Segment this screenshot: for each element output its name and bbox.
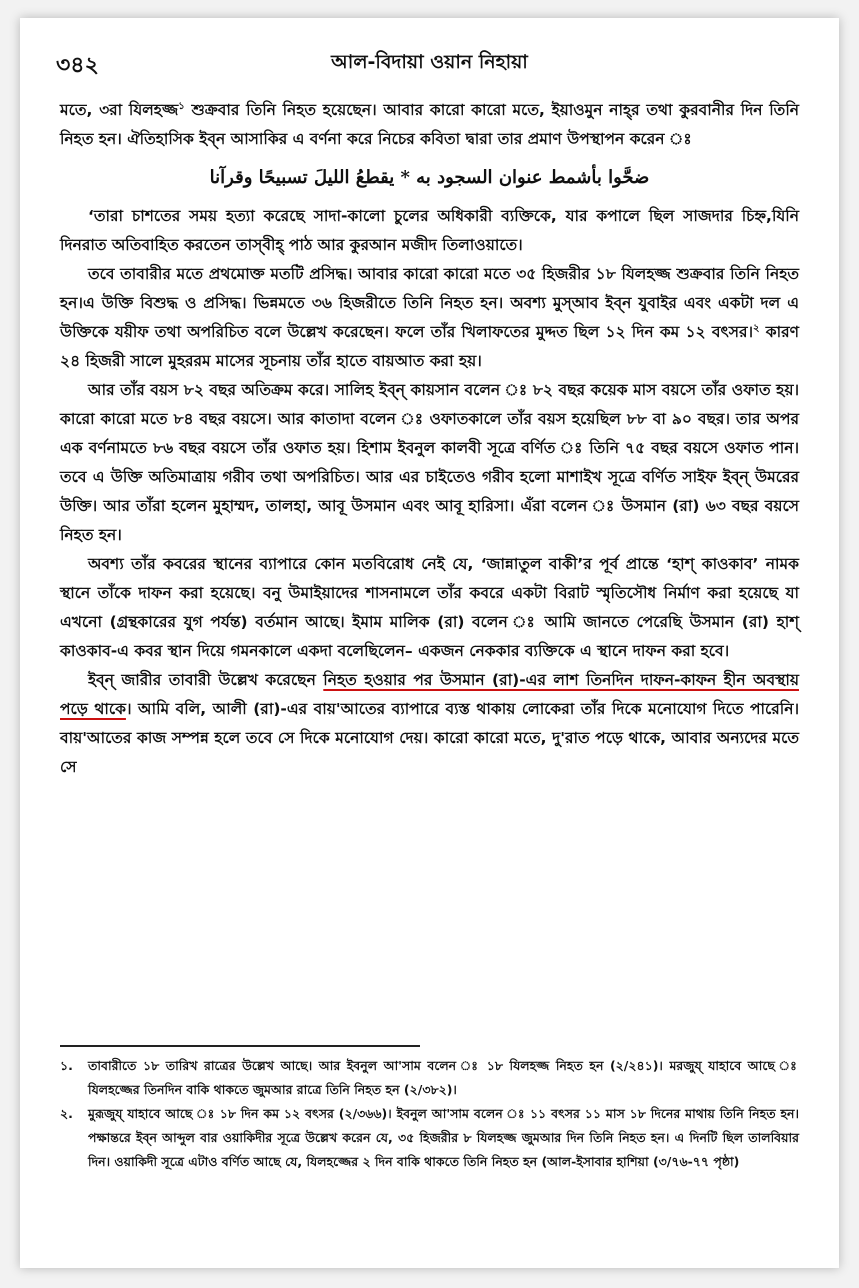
main-text: [60, 96, 799, 782]
paragraph-6: [60, 666, 799, 782]
footnote-1: [60, 1054, 799, 1102]
red-underlined-passage: নিহত হওয়ার পর উসমান (রা)-এর লাশ তিনদিন দাফন-কাফন হীন অবস্থায় পড়ে থাকে: [60, 671, 799, 718]
footnote-1-text: তাবারীতে ১৮ তারিখ রাত্রের উল্লেখ আছে। আর ইবনুল আ'সাম বলেন ঃ ১৮ যিলহজ্জ নিহত হন (২/২৪১)। মরজুয্‌ যাহাবে আছে ঃ যিলহজ্জের তিনদিন বাকি থাকতে জুমআর রাত্রে তিনি নিহত হন (২/৩৮২)।: [88, 1058, 799, 1097]
paragraph-6-text-b: । আমি বলি, আলী (রা)-এর বায়'আতের ব্যাপারে ব্যস্ত থাকায় লোকেরা তাঁর দিকে মনোযোগ দিতে পারেনি। বায়'আতের কাজ সম্পন্ন হলে তবে সে দিকে মনোযোগ দেয়। কারো কারো মতে, দু'রাত পড়ে থাকে, আবার অন্যদের মতে সে: [60, 700, 799, 776]
footnote-1-number: ১.: [60, 1058, 73, 1073]
running-head: আল-বিদায়া ওয়ান নিহায়া: [331, 51, 528, 73]
paragraph-3: [60, 260, 799, 376]
paragraph-3-text-a: তবে তাবারীর মতে প্রথমোক্ত মতটি প্রসিদ্ধ। আবার কারো কারো মতে ৩৫ হিজরীর ১৮ যিলহজ্জ শুক্রবার তিনি নিহত হন।এ উক্তি বিশুদ্ধ ও প্রসিদ্ধ। ভিন্নমতে ৩৬ হিজরীতে তিনি নিহত হন। অবশ্য মুস্‌আব ইব্‌ন যুবাইর এবং একটা দল এ উক্তিকে যয়ীফ তথা অপরিচিত বলে উল্লেখ করেছেন। ফলে তাঁর খিলাফতের মুদ্দত ছিল ১২ দিন কম ১২ বৎসর।: [60, 265, 799, 341]
footnote-2-number: ২.: [60, 1106, 73, 1121]
arabic-verse: ضحَّوا بأشمط عنوان السجود به * يقطعُ الليلَ تسبيحًا وقرآنا: [209, 167, 650, 188]
paragraph-6-text-a: ইব্‌ন্ জারীর তাবারী উল্লেখ করেছেন: [88, 671, 324, 689]
paragraph-1: [60, 96, 799, 154]
footnote-marker-2: ২: [753, 322, 760, 334]
paragraph-3-text-b: কারণ ২৪ হিজরী সালে মুহররম মাসের সূচনায় তাঁর হাতে বায়আত করা হয়।: [60, 323, 799, 370]
footnote-2: [60, 1102, 799, 1174]
page-number: ৩৪২: [56, 53, 99, 78]
paragraph-5: অবশ্য তাঁর কবরের স্থানের ব্যাপারে কোন মতবিরোধ নেই যে, ‘জান্নাতুল বাকী’র পূর্ব প্রান্তে ‘হাশ্ কাওকাব’ নামক স্থানে তাঁকে দাফন করা হয়েছে। বনু উমাইয়াদের শাসনামলে তাঁর কবরে একটা বিরাট স্মৃতিসৌধ নির্মাণ করা হয়েছে যা এখনো (গ্রন্থকারের যুগ পর্যন্ত) বর্তমান আছে। ইমাম মালিক (রা) বলেন ঃ আমি জানতে পেরেছি উসমান (রা) হাশ্ কাওকাব-এ কবর স্থান দিয়ে গমনকালে একদা বলেছিলেন– একজন নেককার ব্যক্তিকে এ স্থানে দাফন করা হবে।: [60, 555, 799, 660]
book-page: [20, 18, 839, 1268]
paragraph-4: আর তাঁর বয়স ৮২ বছর অতিক্রম করে। সালিহ ইব্‌ন্ কায়সান বলেন ঃ ৮২ বছর কয়েক মাস বয়সে তাঁর ওফাত হয়। কারো কারো মতে ৮৪ বছর বয়সে। আর কাতাদা বলেন ঃ ওফাতকালে তাঁর বয়স হয়েছিল ৮৮ বা ৯০ বছর। তার অপর এক বর্ণনামতে ৮৬ বছর বয়সে তাঁর ওফাত হয়। হিশাম ইবনুল কালবী সূত্রে বর্ণিত ঃ তিনি ৭৫ বছর বয়সে ওফাত পান। তবে এ উক্তি অতিমাত্রায় গরীব তথা অপরিচিত। আর এর চাইতেও গরীব হলো মাশাইখ সূত্রে বর্ণিত সাইফ ইব্‌ন্ উমরের উক্তি। আর তাঁরা হলেন মুহাম্মদ, তালহা, আবূ উসমান এবং আবূ হারিসা। এঁরা বলেন ঃ উসমান (রা) ৬৩ বছর বয়সে নিহত হন।: [60, 381, 799, 544]
paragraph-2: ‘তারা চাশতের সময় হত্যা করেছে সাদা-কালো চুলের অধিকারী ব্যক্তিকে, যার কপালে ছিল সাজদার চিহ্ন,যিনি দিনরাত অতিবাহিত করতেন তাস্‌বীহ্ পাঠ আর কুরআন মজীদ তিলাওয়াতে।: [60, 207, 799, 254]
footnotes: [60, 1054, 799, 1174]
page-header: [56, 48, 803, 78]
footnote-2-text: মুরূজুয্ যাহাবে আছে ঃ ১৮ দিন কম ১২ বৎসর (২/৩৬৬)। ইবনুল আ'সাম বলেন ঃ ১১ বৎসর ১১ মাস ১৮ দিনের মাথায় তিনি নিহত হন। পক্ষান্তরে ইব্‌ন আব্দুল বার ওয়াকিদীর সূত্রে উল্লেখ করেন যে, ৩৫ হিজরীর ৮ যিলহজ্জ জুমআর দিন তিনি নিহত হন। এ দিনটি ছিল তালবিয়ার দিন। ওয়াকিদী সূত্রে এটাও বর্ণিত আছে যে, যিলহজ্জের ২ দিন বাকি থাকতে তিনি নিহত হন (আল-ইসাবার হাশিয়া (৩/৭৬-৭৭ পৃষ্ঠা): [88, 1106, 799, 1169]
footnote-marker-1: ১: [178, 100, 185, 112]
paragraph-1-text-a: মতে, ৩রা যিলহজ্জ: [60, 101, 179, 119]
footnote-divider: [60, 1045, 420, 1047]
paragraph-1-text-b: শুক্রবার তিনি নিহত হয়েছেন। আবার কারো কারো মতে, ইয়াওমুন নাহ্‌র তথা কুরবানীর দিন তিনি নিহত হন। ঐতিহাসিক ইব্‌ন আসাকির এ বর্ণনা করে নিচের কবিতা দ্বারা তার প্রমাণ উপস্থাপন করেন ঃ: [60, 101, 800, 148]
